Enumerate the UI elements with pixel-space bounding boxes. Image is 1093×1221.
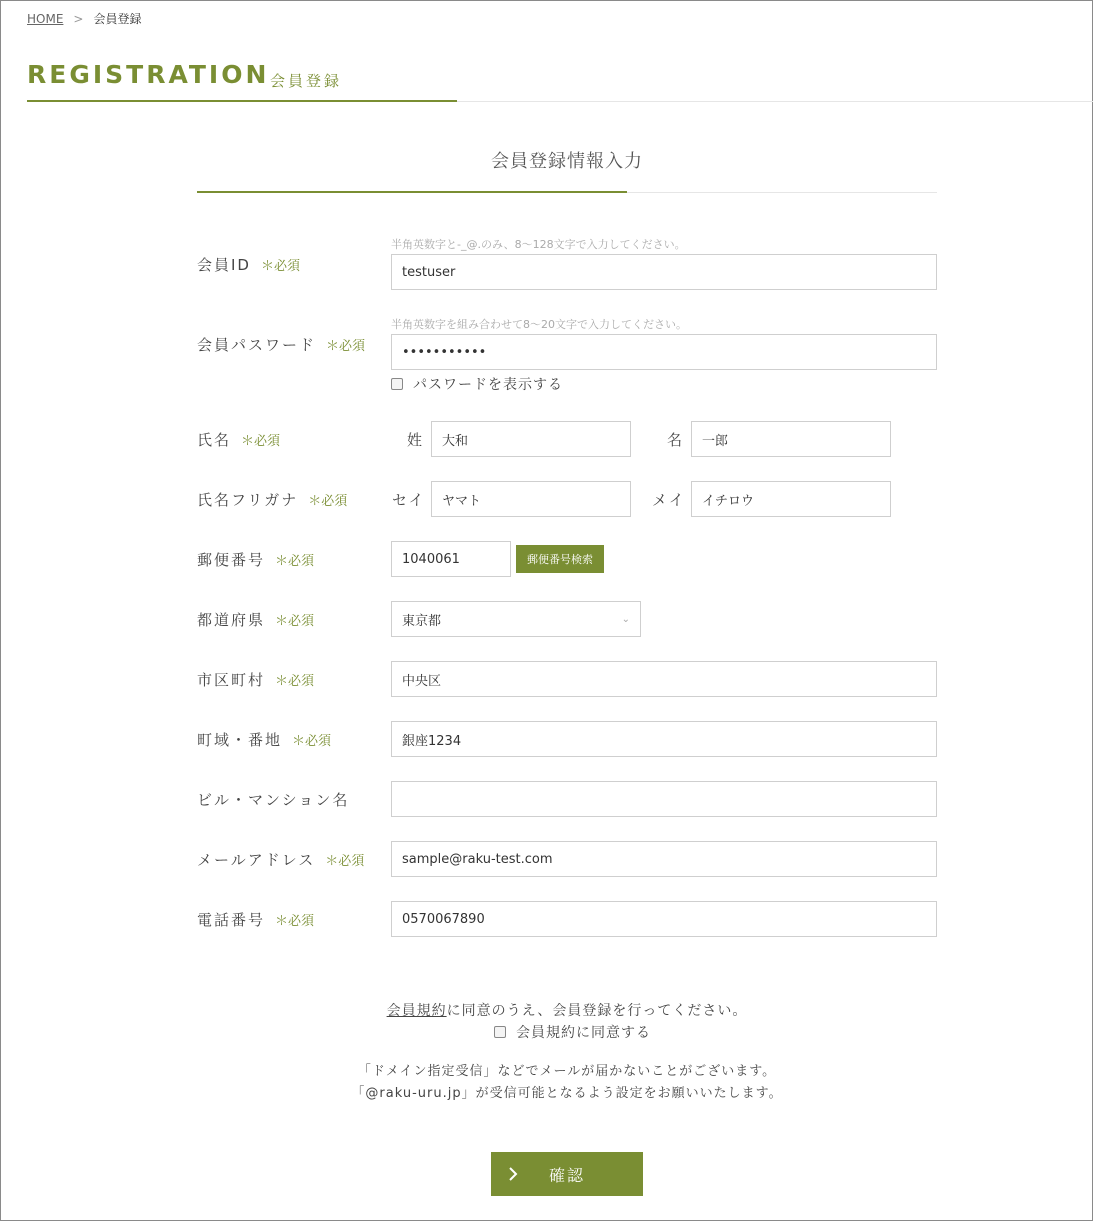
member-id-input[interactable] [391, 254, 937, 290]
breadcrumb-home-link[interactable]: HOME [27, 11, 64, 26]
password-hint: 半角英数字を組み合わせて8〜20文字で入力してください。 [391, 318, 687, 331]
required-badge: ＊必須 [275, 914, 315, 929]
zip-input[interactable] [391, 541, 511, 577]
name-label: 氏名 ＊必須 [197, 431, 281, 449]
required-badge: ＊必須 [260, 259, 300, 274]
last-kana-label: セイ [392, 491, 426, 509]
page-title: REGISTRATION [27, 60, 270, 89]
show-password-label: パスワードを表示する [413, 377, 563, 393]
notice-line-2: 「@raku-uru.jp」が受信可能となるよう設定をお願いいたします。 [351, 1086, 783, 1101]
required-badge: ＊必須 [241, 434, 281, 449]
header-accent-line [27, 100, 457, 102]
agree-terms-checkbox[interactable] [494, 1026, 506, 1038]
show-password-toggle[interactable] [391, 374, 563, 394]
breadcrumb-separator: > [73, 11, 84, 26]
page-subtitle: 会員登録 [270, 72, 343, 90]
email-label: メールアドレス ＊必須 [197, 851, 365, 869]
street-label: 町域・番地 ＊必須 [197, 731, 332, 749]
breadcrumb-current: 会員登録 [93, 12, 142, 26]
zip-label: 郵便番号 ＊必須 [197, 551, 315, 569]
kana-label: 氏名フリガナ ＊必須 [197, 491, 348, 509]
confirm-button[interactable] [491, 1152, 643, 1196]
chevron-right-icon [503, 1164, 523, 1184]
last-name-input[interactable] [431, 421, 631, 457]
required-badge: ＊必須 [275, 614, 315, 629]
agree-terms-toggle[interactable] [494, 1022, 651, 1042]
member-id-label: 会員ID ＊必須 [197, 256, 300, 274]
zip-search-button[interactable]: 郵便番号検索 [516, 545, 604, 573]
breadcrumb [27, 10, 141, 27]
required-badge: ＊必須 [275, 554, 315, 569]
city-label: 市区町村 ＊必須 [197, 671, 315, 689]
section-accent-line [197, 191, 627, 193]
password-input[interactable] [391, 334, 937, 370]
agreement-text: 会員規約に同意のうえ、会員登録を行ってください。 [386, 1003, 748, 1019]
prefecture-label: 都道府県 ＊必須 [197, 611, 315, 629]
required-badge: ＊必須 [326, 339, 366, 354]
password-label: 会員パスワード ＊必須 [197, 336, 366, 354]
email-input[interactable] [391, 841, 937, 877]
building-input[interactable] [391, 781, 937, 817]
first-kana-input[interactable] [691, 481, 891, 517]
notice-line-1: 「ドメイン指定受信」などでメールが届かないことがございます。 [357, 1064, 777, 1079]
required-badge: ＊必須 [292, 734, 332, 749]
first-name-label: 名 [667, 431, 685, 449]
last-name-label: 姓 [407, 431, 425, 449]
phone-input[interactable] [391, 901, 937, 937]
prefecture-selected-value: 東京都 [402, 613, 442, 629]
section-title: 会員登録情報入力 [491, 151, 643, 172]
prefecture-select[interactable] [391, 601, 641, 637]
city-input[interactable] [391, 661, 937, 697]
required-badge: ＊必須 [325, 854, 365, 869]
member-id-hint: 半角英数字と-_@.のみ、8〜128文字で入力してください。 [391, 238, 686, 251]
required-badge: ＊必須 [308, 494, 348, 509]
first-name-input[interactable] [691, 421, 891, 457]
last-kana-input[interactable] [431, 481, 631, 517]
agree-terms-label: 会員規約に同意する [516, 1025, 651, 1041]
show-password-checkbox[interactable] [391, 378, 403, 390]
confirm-button-label: 確認 [548, 1167, 585, 1185]
required-badge: ＊必須 [275, 674, 315, 689]
building-label: ビル・マンション名 [197, 791, 350, 809]
chevron-down-icon: ⌄ [621, 613, 630, 625]
first-kana-label: メイ [652, 491, 686, 509]
terms-link[interactable]: 会員規約 [386, 1003, 447, 1019]
street-input[interactable] [391, 721, 937, 757]
phone-label: 電話番号 ＊必須 [197, 911, 315, 929]
